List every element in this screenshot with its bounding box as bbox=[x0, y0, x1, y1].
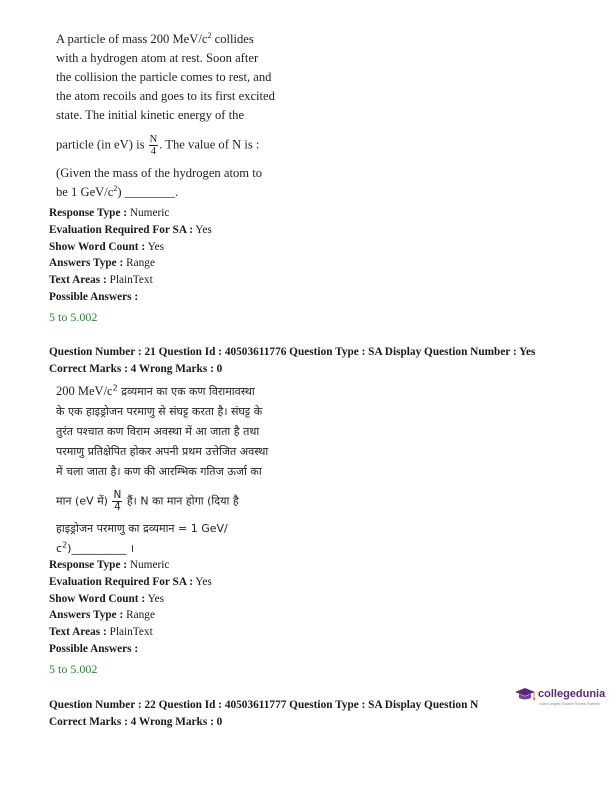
q20-line-particle: particle (in eV) is $\frac{N}{4}$ . The value of N is : bbox=[56, 134, 260, 157]
response-type-row: Response Type : Numeric bbox=[49, 559, 170, 571]
response-type-row: Response Type : Numeric bbox=[49, 207, 170, 219]
logo-tagline: India's largest Student Review Platform bbox=[539, 702, 600, 706]
question-21-info: Question Number : 21 Question Id : 40503611776 Question Type : SA Display Question Number : Yes bbox=[49, 346, 536, 358]
q21-line-6: मान (eV में) $\frac{N}{4}$ हैं। N का मान होगा (दिया है bbox=[56, 489, 239, 513]
q20-given-line-1: (Given the mass of the hydrogen atom to bbox=[56, 166, 263, 180]
question-22-marks: Correct Marks : 4 Wrong Marks : 0 bbox=[49, 715, 223, 728]
answers-type-row: Answers Type : Range bbox=[49, 609, 155, 622]
question-21-marks: Correct Marks : 4 Wrong Marks : 0 bbox=[49, 362, 223, 375]
text-areas-row: Text Areas : PlainText bbox=[49, 626, 153, 639]
q21-line-4: परमाणु प्रतिक्षेपित होकर अपनी प्रथम उत्तेजित अवस्था bbox=[56, 445, 269, 458]
question-22-info: Question Number : 22 Question Id : 40503611777 Question Type : SA Display Question N bbox=[49, 699, 479, 711]
answers-type-row: Answers Type : Range bbox=[49, 257, 155, 270]
word-count-row: Show Word Count : Yes bbox=[49, 592, 165, 605]
q20-given-line-2: be 1 GeV/$c^2$) ________. bbox=[56, 183, 179, 199]
question-22-header bbox=[49, 697, 478, 731]
q21-line-7: हाइड्रोजन परमाणु का द्रव्यमान = 1 GeV/ bbox=[56, 522, 228, 535]
q20-line-3: the collision the particle comes to rest, and bbox=[56, 70, 272, 84]
q20-line-2: with a hydrogen atom at rest. Soon after bbox=[56, 51, 259, 65]
fraction-n-over-4-hindi: $\frac{N}{4}$ bbox=[113, 489, 122, 513]
question-21-header bbox=[49, 344, 535, 378]
possible-answers-row: Possible Answers : bbox=[49, 290, 139, 303]
text-areas-row: Text Areas : PlainText bbox=[49, 274, 153, 287]
possible-answers-row: Possible Answers : bbox=[49, 642, 139, 655]
q20-line-5: state. The initial kinetic energy of the bbox=[56, 108, 245, 122]
evaluation-row: Evaluation Required For SA : Yes bbox=[49, 223, 212, 236]
question-21-meta bbox=[49, 557, 589, 678]
word-count-row: Show Word Count : Yes bbox=[49, 240, 165, 253]
q20-line-4: the atom recoils and goes to its first excited bbox=[56, 89, 275, 103]
graduation-cap-icon bbox=[514, 687, 536, 703]
evaluation-row: Evaluation Required For SA : Yes bbox=[49, 575, 212, 588]
question-21-hindi-text bbox=[56, 381, 306, 559]
possible-answer-value: 5 to 5.002 bbox=[49, 309, 98, 324]
logo-brand-text: collegedunia bbox=[538, 688, 606, 700]
fraction-n-over-4: $\frac{N}{4}$ bbox=[149, 134, 158, 157]
possible-answer-value: 5 to 5.002 bbox=[49, 661, 98, 676]
q21-line-2: के एक हाइड्रोजन परमाणु से संघट्ट करता है। संघट्ट के bbox=[56, 405, 263, 418]
q21-line-1: 200 MeV/$c^2$ द्रव्यमान का एक कण विरामावस्था bbox=[56, 383, 255, 398]
q21-line-3: तुरंत पश्चात कण विराम अवस्था में आ जाता है तथा bbox=[56, 425, 260, 438]
q21-line-5: में चला जाता है। कण की आरम्भिक गतिज ऊर्जा का bbox=[56, 465, 262, 478]
collegedunia-logo bbox=[512, 685, 608, 713]
question-20-text bbox=[56, 30, 296, 202]
q21-line-8: $c^2)\_\_\_\_\_\_\_\_\_\_$ । bbox=[56, 540, 135, 555]
q20-line-1: A particle of mass 200 MeV/$c^2$ collides bbox=[56, 30, 254, 46]
question-20-meta bbox=[49, 205, 589, 326]
